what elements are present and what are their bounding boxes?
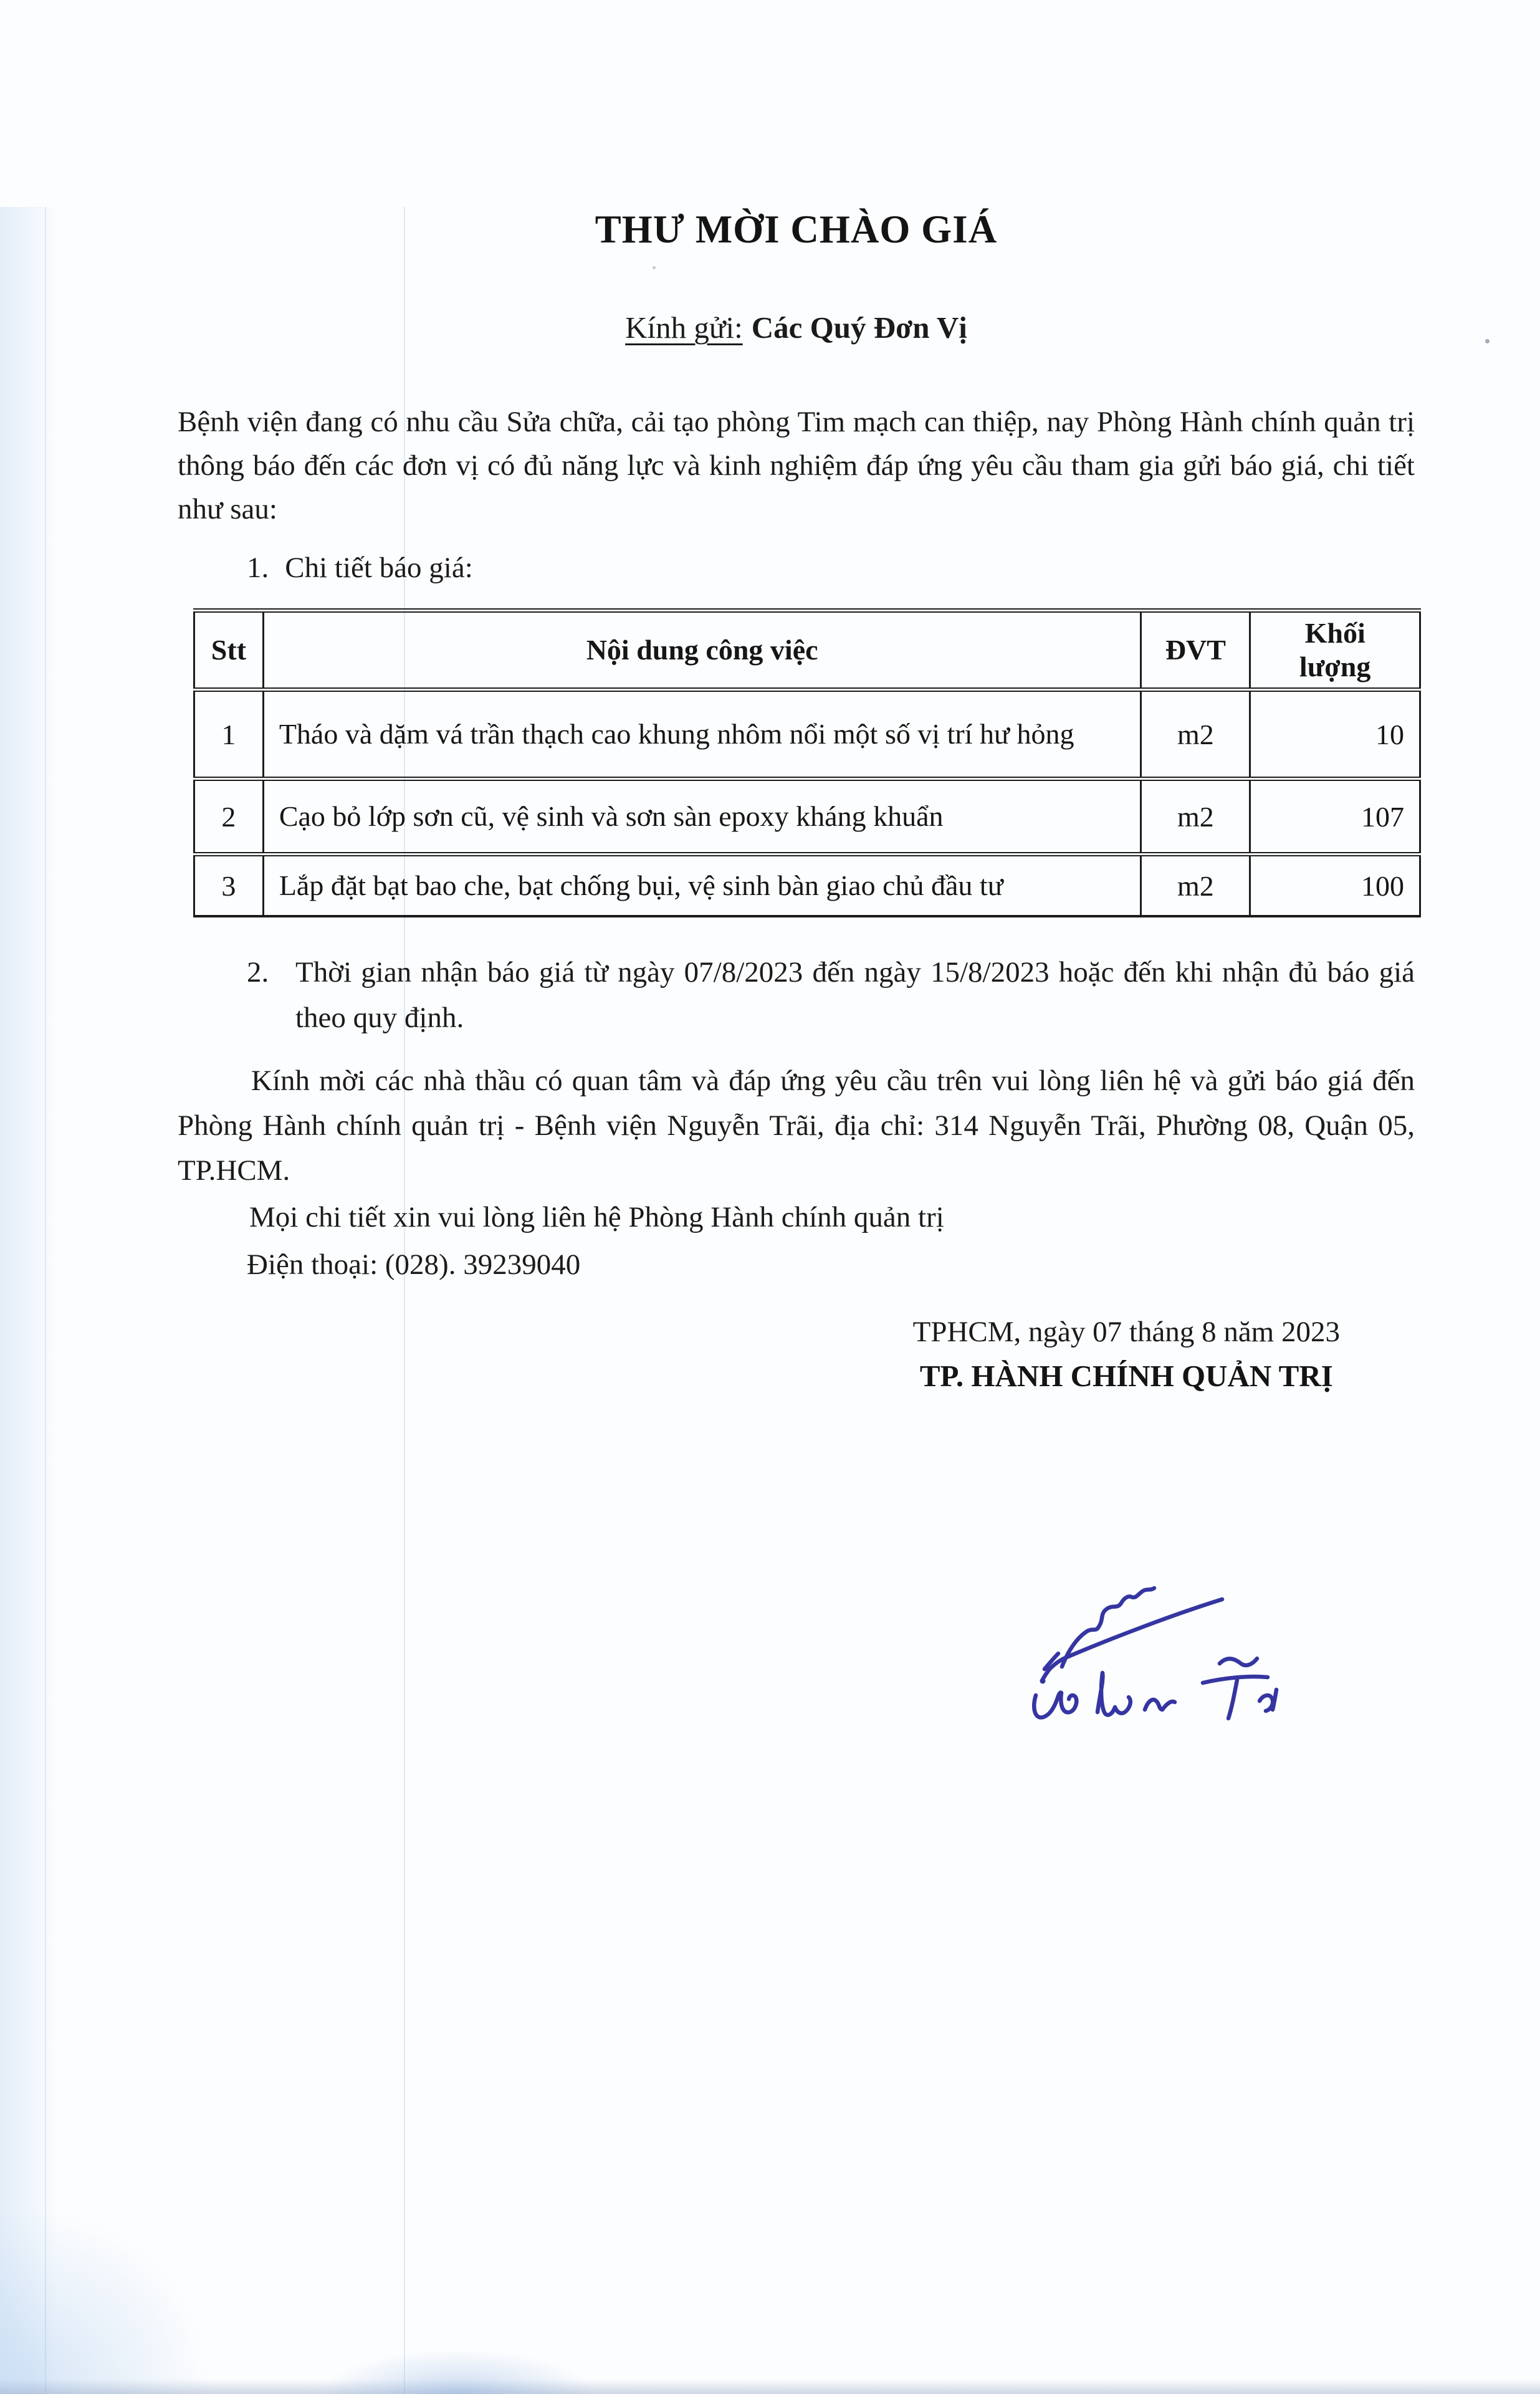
cell-stt: 3	[194, 855, 264, 917]
handwritten-signature	[1005, 1544, 1322, 1750]
cell-stt: 1	[194, 690, 264, 779]
salutation-label: Kính gửi:	[625, 310, 743, 345]
scan-bottom-edge-band	[0, 2379, 1540, 2394]
salutation-line	[178, 310, 1415, 345]
section-1-heading	[178, 546, 1415, 590]
section-2-item	[178, 950, 1415, 1041]
cell-quantity: 10	[1250, 690, 1420, 779]
scanned-letter-page	[0, 207, 1540, 2394]
cell-work: Lắp đặt bạt bao che, bạt chống bụi, vệ sinh bàn giao chủ đầu tư	[263, 855, 1141, 917]
place-date-line: TPHCM, ngày 07 tháng 8 năm 2023	[912, 1316, 1340, 1348]
col-header-unit: ĐVT	[1141, 611, 1250, 690]
scan-bottom-smudge	[324, 2350, 592, 2394]
phone-line: Điện thoại: (028). 39239040	[247, 1248, 581, 1281]
cell-stt: 2	[194, 779, 264, 855]
cell-unit: m2	[1141, 779, 1250, 855]
cell-work: Cạo bỏ lớp sơn cũ, vệ sinh và sơn sàn epoxy kháng khuẩn	[263, 779, 1141, 855]
letter-content	[0, 207, 1540, 1396]
col-header-work: Nội dung công việc	[263, 611, 1141, 690]
col-header-stt: Stt	[194, 611, 264, 690]
section-1-number: 1.	[247, 552, 269, 584]
invitation-paragraph: Kính mời các nhà thầu có quan tâm và đáp ứng yêu cầu trên vui lòng liên hệ và gửi báo giá đến Phòng Hành chính quản trị - Bệnh viện Nguyễn Trãi, địa chỉ: 314 Nguyễn Trãi, Phường 08, Quận 05, TP.HCM.	[178, 1065, 1415, 1187]
scan-corner-wash-bottom-left	[0, 2207, 212, 2394]
cell-unit: m2	[1141, 855, 1250, 917]
table-header-row	[194, 611, 1420, 690]
signer-title: TP. HÀNH CHÍNH QUẢN TRỊ	[919, 1359, 1333, 1393]
cell-quantity: 107	[1250, 779, 1420, 855]
table-row	[194, 855, 1420, 917]
signature-block	[913, 1313, 1340, 1396]
table-row	[194, 779, 1420, 855]
section-2-number: 2.	[247, 956, 269, 989]
section-2-text: Thời gian nhận báo giá từ ngày 07/8/2023 đến ngày 15/8/2023 hoặc đến khi nhận đủ báo giá theo quy định.	[295, 956, 1415, 1034]
section-1-text: Chi tiết báo giá:	[285, 552, 473, 584]
table-row	[194, 690, 1420, 779]
quote-detail-table	[193, 608, 1421, 917]
cell-work: Tháo và dặm vá trần thạch cao khung nhôm nổi một số vị trí hư hỏng	[263, 690, 1141, 779]
cell-unit: m2	[1141, 690, 1250, 779]
salutation-recipient: Các Quý Đơn Vị	[751, 310, 967, 345]
intro-paragraph: Bệnh viện đang có nhu cầu Sửa chữa, cải tạo phòng Tim mạch can thiệp, nay Phòng Hành chính quản trị thông báo đến các đơn vị có đủ năng lực và kinh nghiệm đáp ứng yêu cầu tham gia gửi báo giá, chi tiết như sau:	[178, 406, 1415, 525]
signature-ink-icon	[1005, 1544, 1322, 1750]
contact-line: Mọi chi tiết xin vui lòng liên hệ Phòng Hành chính quản trị	[249, 1201, 944, 1233]
page-title: THƯ MỜI CHÀO GIÁ	[595, 208, 998, 251]
cell-quantity: 100	[1250, 855, 1420, 917]
col-header-quantity: Khối lượng	[1250, 611, 1420, 690]
